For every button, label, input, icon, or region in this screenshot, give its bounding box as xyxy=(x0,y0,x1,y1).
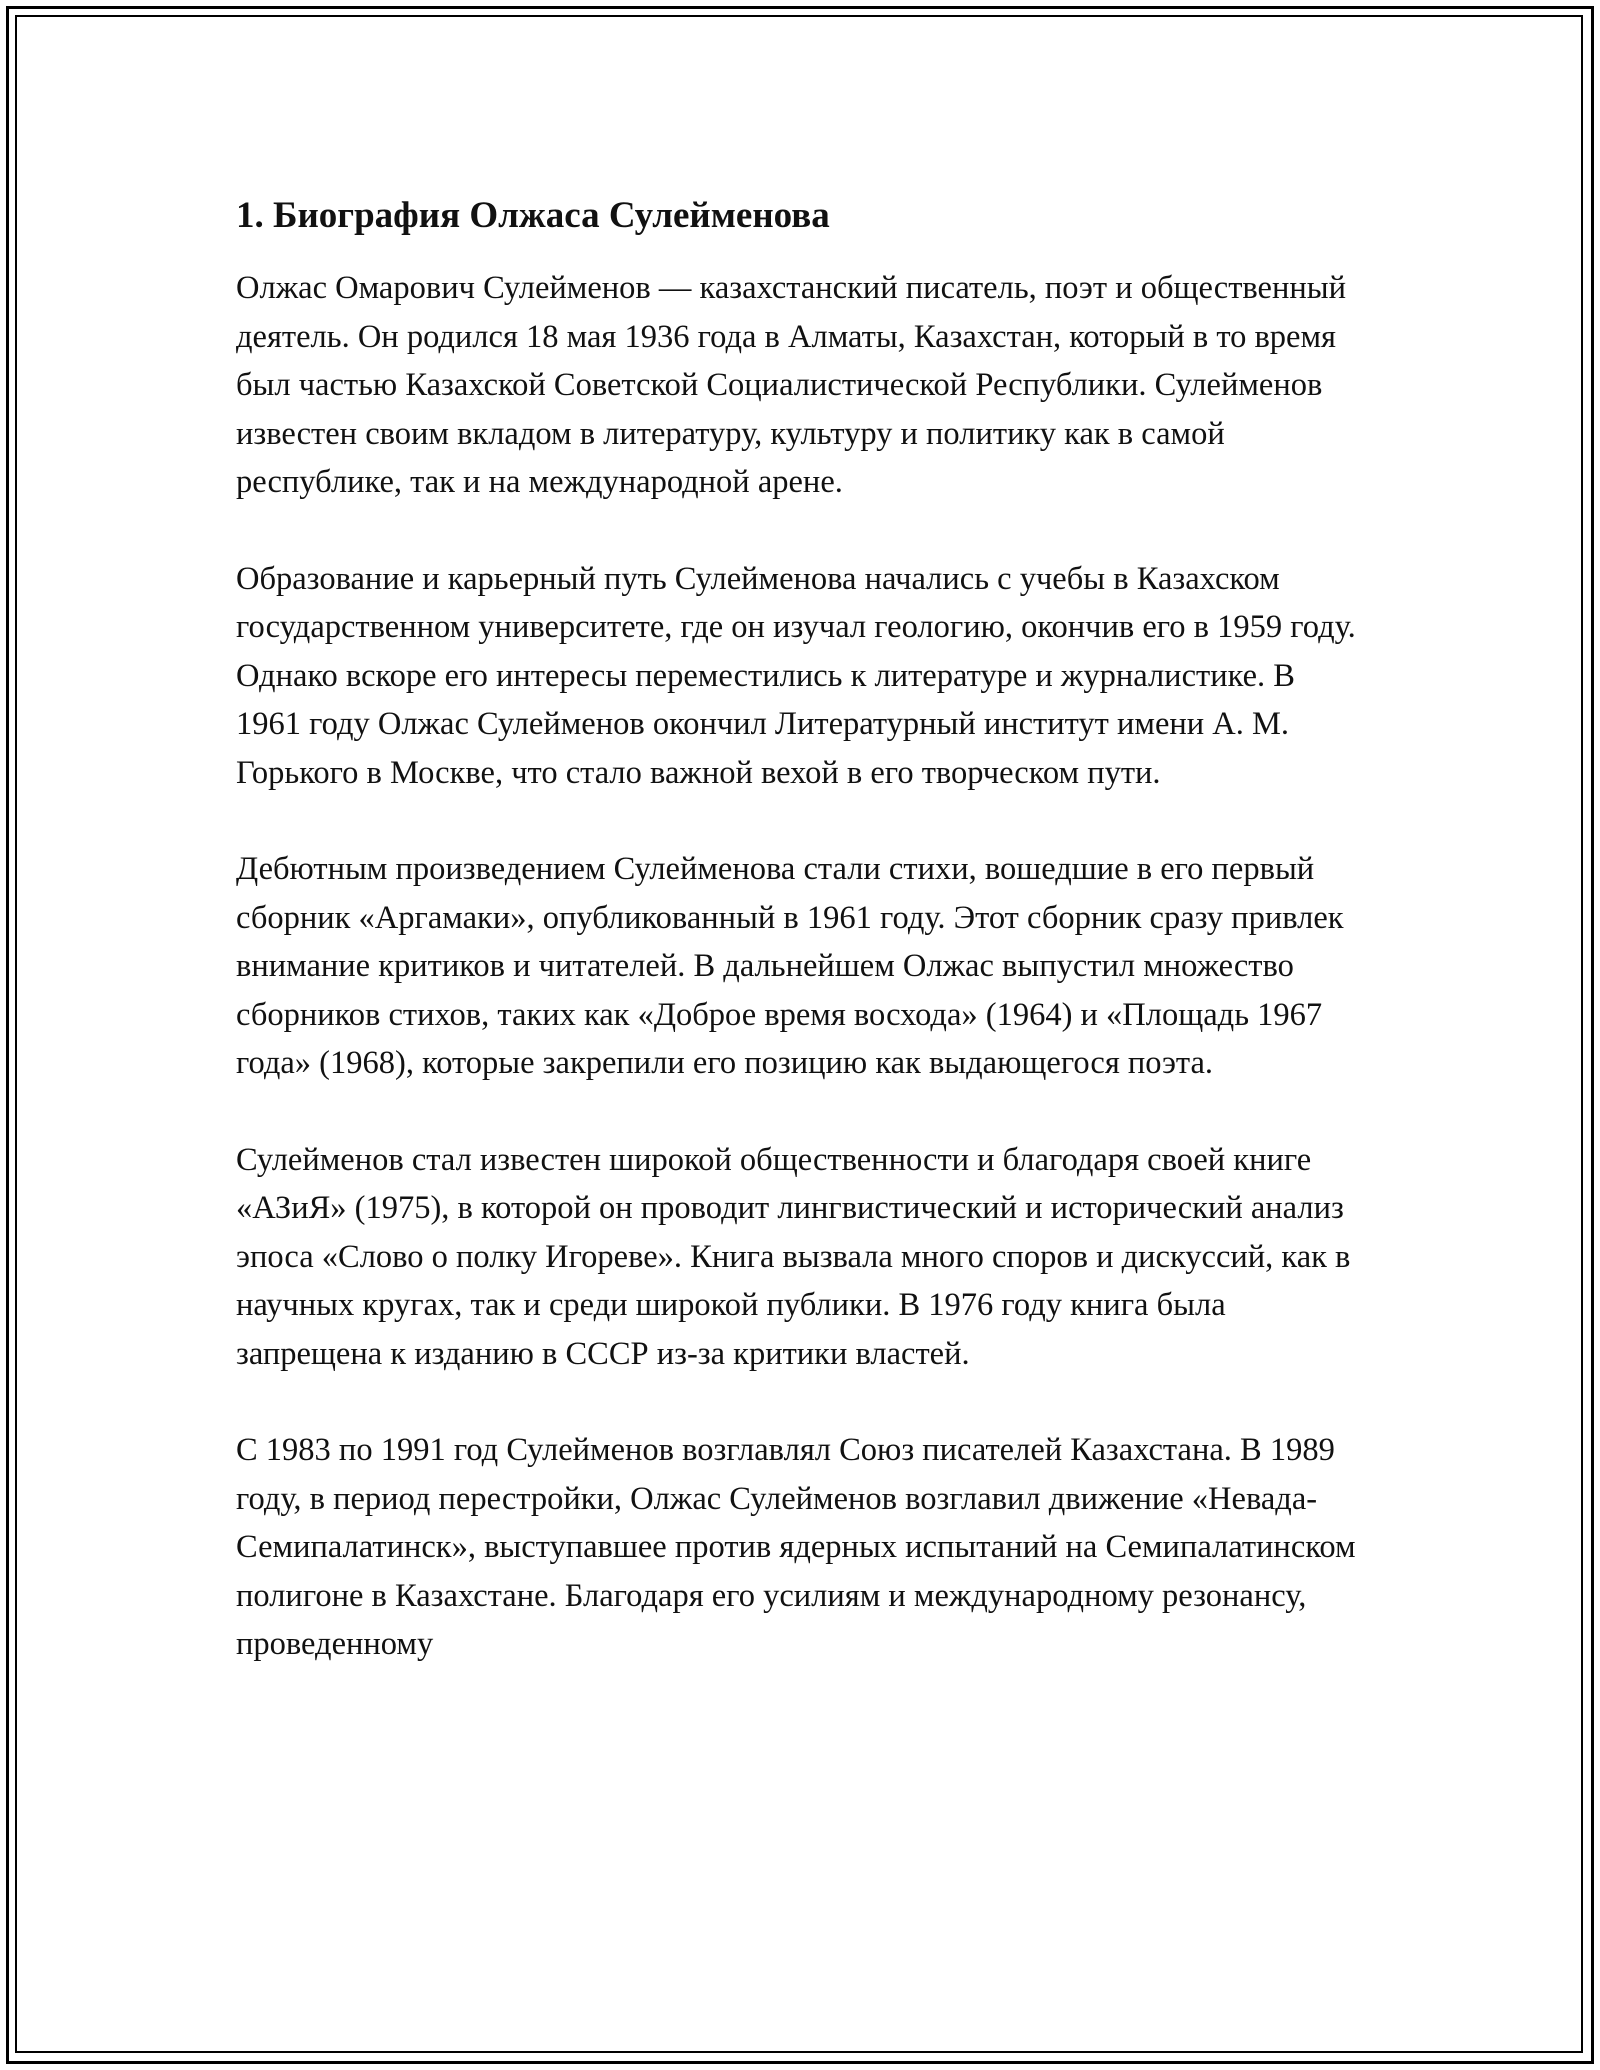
paragraph-public-activity: С 1983 по 1991 год Сулейменов возглавлял Союз писателей Казахстана. В 1989 году, в период перестройки, Олжас Сулейменов возглавил движение «Невада-Семипалатинск», выступавшее против ядерных испытаний на Семипалатинском полигоне в Казахстане. Благодаря его усилиям и международному резонансу, проведенному xyxy=(236,1432,1356,1662)
document-body xyxy=(236,188,1364,1717)
section-title: 1. Биография Олжаса Сулейменова xyxy=(236,195,830,236)
paragraph-aziya-book: Сулейменов стал известен широкой общественности и благодаря своей книге «АЗиЯ» (1975), в которой он проводит лингвистический и исторический анализ эпоса «Слово о полку Игореве». Книга вызвала много споров и дискуссий, как в научных кругах, так и среди широкой публики. В 1976 году книга была запрещена к изданию в СССР из-за критики властей. xyxy=(236,1141,1351,1372)
paragraph-debut-works: Дебютным произведением Сулейменова стали стихи, вошедшие в его первый сборник «Аргамаки», опубликованный в 1961 году. Этот сборник сразу привлек внимание критиков и читателей. В дальнейшем Олжас выпустил множество сборников стихов, таких как «Доброе время восхода» (1964) и «Площадь 1967 года» (1968), которые закрепили его позицию как выдающегося поэта. xyxy=(236,851,1344,1081)
paragraph-biography-intro: Олжас Омарович Сулейменов — казахстанский писатель, поэт и общественный деятель. Он родился 18 мая 1936 года в Алматы, Казахстан, который в то время был частью Казахской Советской Социалистической Республики. Сулейменов известен своим вкладом в литературу, культуру и политику как в самой республике, так и на международной арене. xyxy=(236,270,1346,500)
paragraph-education: Образование и карьерный путь Сулейменова начались с учебы в Казахском государственном университете, где он изучал геологию, окончив его в 1959 году. Однако вскоре его интересы переместились к литературе и журналистике. В 1961 году Олжас Сулейменов окончил Литературный институт имени А. М. Горького в Москве, что стало важной вехой в его творческом пути. xyxy=(236,560,1356,791)
